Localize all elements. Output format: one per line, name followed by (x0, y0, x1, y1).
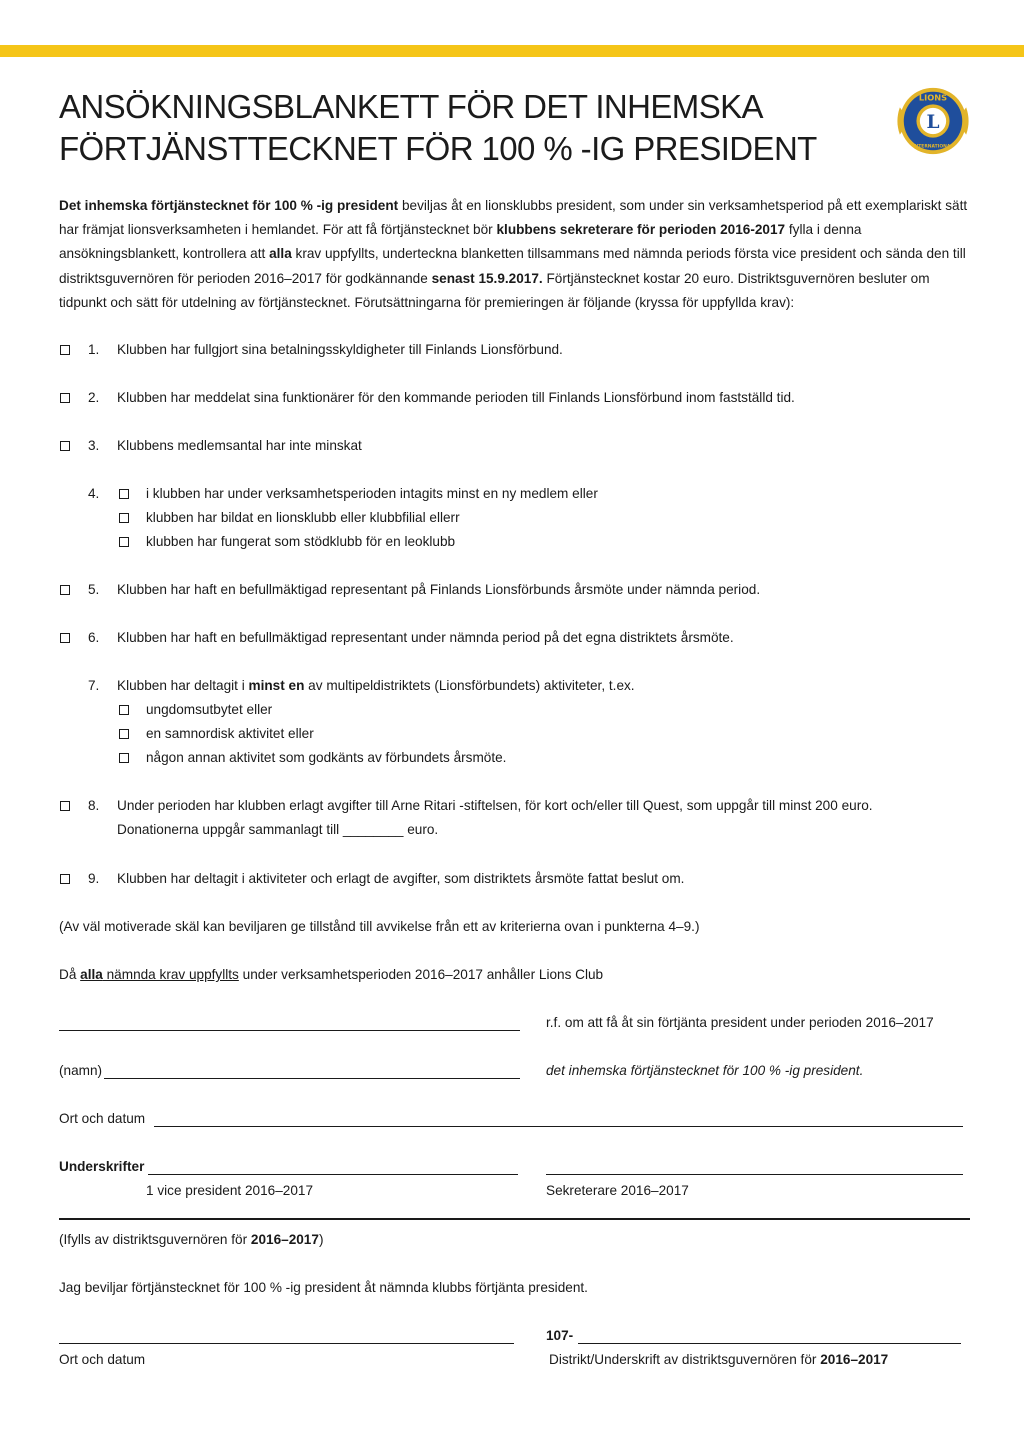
title-line-2: FÖRTJÄNSTTECKNET FÖR 100 % -IG PRESIDENT (59, 130, 817, 167)
signatures-label: Underskrifter (59, 1159, 145, 1174)
criterion-7b-checkbox[interactable] (119, 729, 129, 739)
criterion-1-number: 1. (88, 342, 100, 357)
criterion-5-number: 5. (88, 582, 100, 597)
criterion-6-number: 6. (88, 630, 100, 645)
club-name-field[interactable] (59, 1030, 520, 1031)
fill-note-text-2: ) (318, 1232, 324, 1247)
governor-signature-caption (549, 1350, 888, 1370)
criterion-7a-checkbox[interactable] (119, 705, 129, 715)
criterion-8-checkbox[interactable] (60, 801, 70, 811)
statement-text-2: under verksamhetsperioden 2016–2017 anhåller Lions Club (238, 967, 604, 982)
intro-bold-3: alla (269, 246, 292, 262)
vice-president-caption: 1 vice president 2016–2017 (146, 1183, 314, 1198)
secretary-caption: Sekreterare 2016–2017 (546, 1183, 689, 1198)
criterion-8-text: Under perioden har klubben erlagt avgifter till Arne Ritari -stiftelsen, för kort och/eller till Quest, som uppgår till minst 200 euro. (117, 798, 873, 813)
president-name-label: (namn) (59, 1063, 103, 1078)
criterion-5-checkbox[interactable] (60, 585, 70, 595)
criterion-9-text: Klubben har deltagit i aktiviteter och erlagt de avgifter, som distriktets årsmöte fattat beslut om. (117, 871, 685, 886)
governor-caption-bold: 2016–2017 (820, 1352, 889, 1367)
criterion-7c-text: någon annan aktivitet som godkänts av förbundets årsmöte. (146, 750, 507, 765)
fill-note-bold: 2016–2017 (250, 1232, 319, 1247)
donation-amount-line[interactable]: Donationerna uppgår sammanlagt till ________ euro. (117, 822, 439, 837)
criterion-1-text: Klubben har fullgjort sina betalningsskyldigheter till Finlands Lionsförbund. (117, 342, 563, 357)
statement-underlined: nämnda krav uppfyllts (102, 967, 239, 982)
criterion-9-number: 9. (88, 871, 100, 886)
intro-text-3: krav uppfyllts, underteckna blanketten tillsammans med nämnda periods första vice president och sända den till distriktsguvernören för perioden 2016–2017 för godkännande (59, 246, 966, 286)
intro-text-4: Förtjänstecknet kostar 20 euro. Distriktsguvernören besluter om tidpunkt och sätt för utdelning av förtjänstecknet. Förutsättningarna för premieringen är följande (kryssa för uppfyllda krav): (59, 270, 930, 310)
president-name-field[interactable] (104, 1078, 520, 1079)
intro-bold-2: klubbens sekreterare för perioden 2016-2017 (496, 222, 786, 238)
place-date-field[interactable] (154, 1126, 963, 1127)
criterion-7-text (117, 676, 635, 696)
criterion-4c-checkbox[interactable] (119, 537, 129, 547)
club-request-statement (59, 965, 603, 985)
page-title (59, 86, 817, 170)
criterion-4a-text: i klubben har under verksamhetsperioden intagits minst en ny medlem eller (146, 486, 598, 501)
criterion-7b-text: en samnordisk aktivitet eller (146, 726, 314, 741)
criterion-7-bold: minst en (248, 678, 305, 693)
logo-letter: L (926, 111, 940, 133)
intro-text-2: fylla i denna ansökningsblankett, kontrollera att (59, 222, 862, 262)
intro-text-1: beviljas åt en lionsklubbs president, som under sin verksamhetsperiod på ett exemplariskt sätt har främjat lionsverksamheten i hemlandet. För att få förtjänstecknet bör (59, 198, 968, 238)
intro-bold-1: Det inhemska förtjänstecknet för 100 % -ig president (59, 198, 399, 213)
secretary-signature-field[interactable] (546, 1174, 963, 1175)
section-divider (59, 1218, 970, 1220)
criterion-5-text: Klubben har haft en befullmäktigad representant på Finlands Lionsförbunds årsmöte under nämnda period. (117, 582, 761, 597)
criterion-3-checkbox[interactable] (60, 441, 70, 451)
vice-president-signature-field[interactable] (148, 1174, 518, 1175)
criterion-7-number: 7. (88, 678, 100, 693)
governor-fill-note (59, 1230, 323, 1250)
criterion-6-text: Klubben har haft en befullmäktigad representant under nämnda period på det egna distriktets årsmöte. (117, 630, 734, 645)
criterion-4-number: 4. (88, 486, 100, 501)
place-date-label: Ort och datum (59, 1111, 146, 1126)
statement-bold: alla (80, 967, 103, 982)
criterion-2-text: Klubben har meddelat sina funktionärer för den kommande perioden till Finlands Lionsförbund inom fastställd tid. (117, 390, 795, 405)
governor-place-date-caption: Ort och datum (59, 1352, 146, 1367)
criterion-4b-text: klubben har bildat en lionsklubb eller klubbfilial ellerr (146, 510, 460, 525)
title-line-1: ANSÖKNINGSBLANKETT FÖR DET INHEMSKA (59, 88, 763, 125)
criterion-1-checkbox[interactable] (60, 345, 70, 355)
criterion-9-checkbox[interactable] (60, 874, 70, 884)
lions-logo (894, 82, 972, 160)
grant-statement: Jag beviljar förtjänstecknet för 100 % -ig president åt nämnda klubbs förtjänta president. (59, 1280, 588, 1295)
medal-name-text: det inhemska förtjänstecknet för 100 % -ig president. (546, 1063, 864, 1078)
logo-text-bottom: INTERNATIONAL (912, 144, 954, 150)
criterion-7-text-1: Klubben har deltagit i (117, 678, 249, 693)
criterion-2-number: 2. (88, 390, 100, 405)
governor-place-date-field[interactable] (59, 1343, 514, 1344)
district-prefix: 107- (546, 1328, 574, 1343)
criterion-7-text-2: av multipeldistriktets (Lionsförbundets) aktiviteter, t.ex. (304, 678, 635, 693)
criterion-2-checkbox[interactable] (60, 393, 70, 403)
fill-note-text-1: (Ifylls av distriktsguvernören för (59, 1232, 251, 1247)
exception-note: (Av väl motiverade skäl kan beviljaren ge tillstånd till avvikelse från ett av kriterierna ovan i punkterna 4–9.) (59, 919, 700, 934)
top-accent-bar (0, 45, 1024, 57)
request-text: r.f. om att få åt sin förtjänta president under perioden 2016–2017 (546, 1015, 934, 1030)
district-signature-field[interactable] (578, 1343, 961, 1344)
criterion-3-text: Klubbens medlemsantal har inte minskat (117, 438, 362, 453)
governor-caption-text: Distrikt/Underskrift av distriktsguvernören för (549, 1352, 821, 1367)
criterion-7a-text: ungdomsutbytet eller (146, 702, 273, 717)
criterion-4c-text: klubben har fungerat som stödklubb för en leoklubb (146, 534, 456, 549)
criterion-7c-checkbox[interactable] (119, 753, 129, 763)
intro-paragraph (59, 194, 974, 315)
intro-bold-4: senast 15.9.2017. (431, 270, 543, 286)
criterion-4b-checkbox[interactable] (119, 513, 129, 523)
statement-text-1: Då (59, 967, 81, 982)
criterion-3-number: 3. (88, 438, 100, 453)
criterion-6-checkbox[interactable] (60, 633, 70, 643)
logo-text-top: LIONS (918, 92, 948, 103)
criterion-4a-checkbox[interactable] (119, 489, 129, 499)
criterion-8-number: 8. (88, 798, 100, 813)
